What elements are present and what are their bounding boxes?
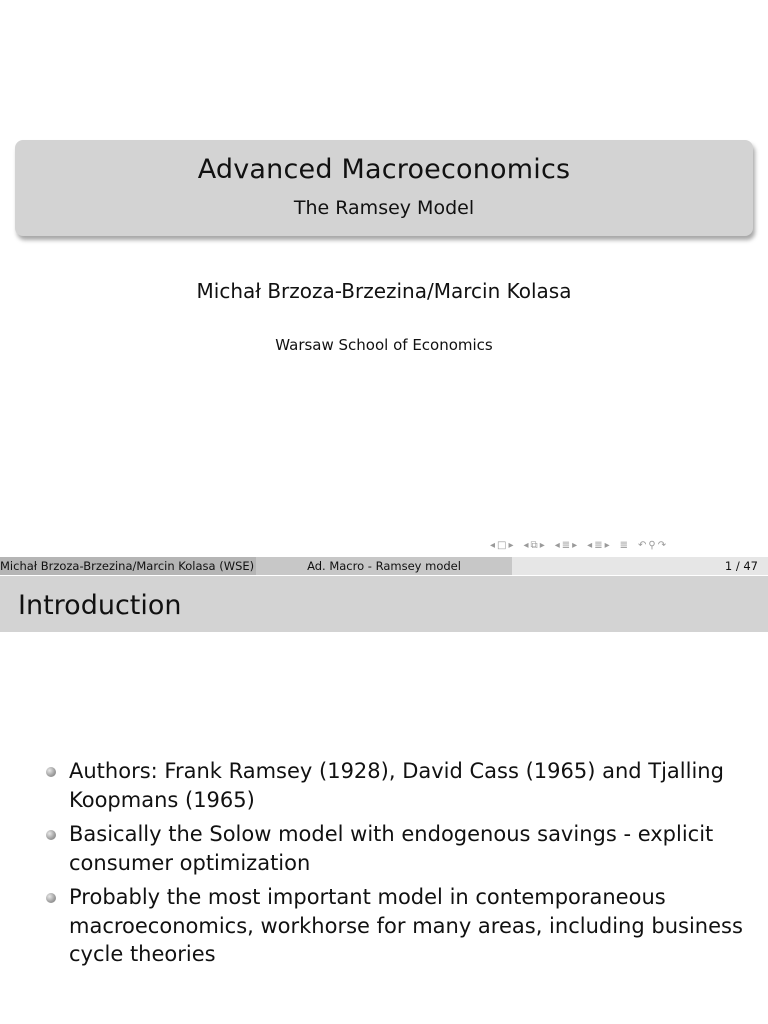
footline-title: Ad. Macro - Ramsey model [256,557,512,575]
frame-icon[interactable]: □ [497,539,507,551]
section-icon[interactable]: ≣ [561,539,571,551]
authors: Michał Brzoza-Brzezina/Marcin Kolasa [196,279,572,303]
footline-author: Michał Brzoza-Brzezina/Marcin Kolasa (WSE) [0,559,255,573]
forward-icon[interactable]: ↷ [657,539,667,551]
list-item [45,757,745,814]
beamer-navigation-bar [490,537,765,553]
title-block [15,140,753,236]
page-number: 1 / 47 [512,557,768,575]
frame-prev-icon[interactable]: ◂ [490,539,496,551]
bullet-icon [46,830,56,840]
align-icon[interactable]: ≣ [619,539,629,551]
list-item [45,820,745,877]
bullet-icon [46,893,56,903]
back-icon[interactable]: ↶ [638,539,647,551]
subframe-prev-icon[interactable]: ◂ [523,539,529,551]
bullet-icon [46,767,56,777]
footline [0,557,768,575]
presentation-subtitle: The Ramsey Model [293,197,475,219]
subsection-nav [587,540,609,551]
bullet-text: Basically the Solow model with endogenous savings - explicit consumer optimization [69,822,714,875]
section-nav [555,540,577,551]
subframe-icon[interactable]: ⧉ [530,539,538,551]
subframe-next-icon[interactable]: ▸ [539,539,545,551]
subsection-next-icon[interactable]: ▸ [604,539,610,551]
frame-nav [490,540,514,551]
history-nav [638,540,666,551]
section-next-icon[interactable]: ▸ [572,539,578,551]
bullet-text: Probably the most important model in contemporaneous macroeconomics, workhorse for many areas, including business cycle theories [69,885,743,966]
search-icon[interactable]: ⚲ [648,539,656,551]
subsection-prev-icon[interactable]: ◂ [587,539,593,551]
frame-title: Introduction [18,590,182,621]
section-prev-icon[interactable]: ◂ [554,539,560,551]
subsection-frame-nav [524,540,545,551]
subsection-icon[interactable]: ≣ [594,539,603,551]
list-item [45,883,745,969]
frame-title-bar [0,576,768,632]
introduction-slide [0,576,768,1024]
bullet-list [45,757,745,975]
presentation-title: Advanced Macroeconomics [197,154,571,185]
frame-next-icon[interactable]: ▸ [508,539,514,551]
document-nav [620,540,628,551]
bullet-text: Authors: Frank Ramsey (1928), David Cass (1965) and Tjalling Koopmans (1965) [69,759,724,812]
institute: Warsaw School of Economics [275,336,493,354]
